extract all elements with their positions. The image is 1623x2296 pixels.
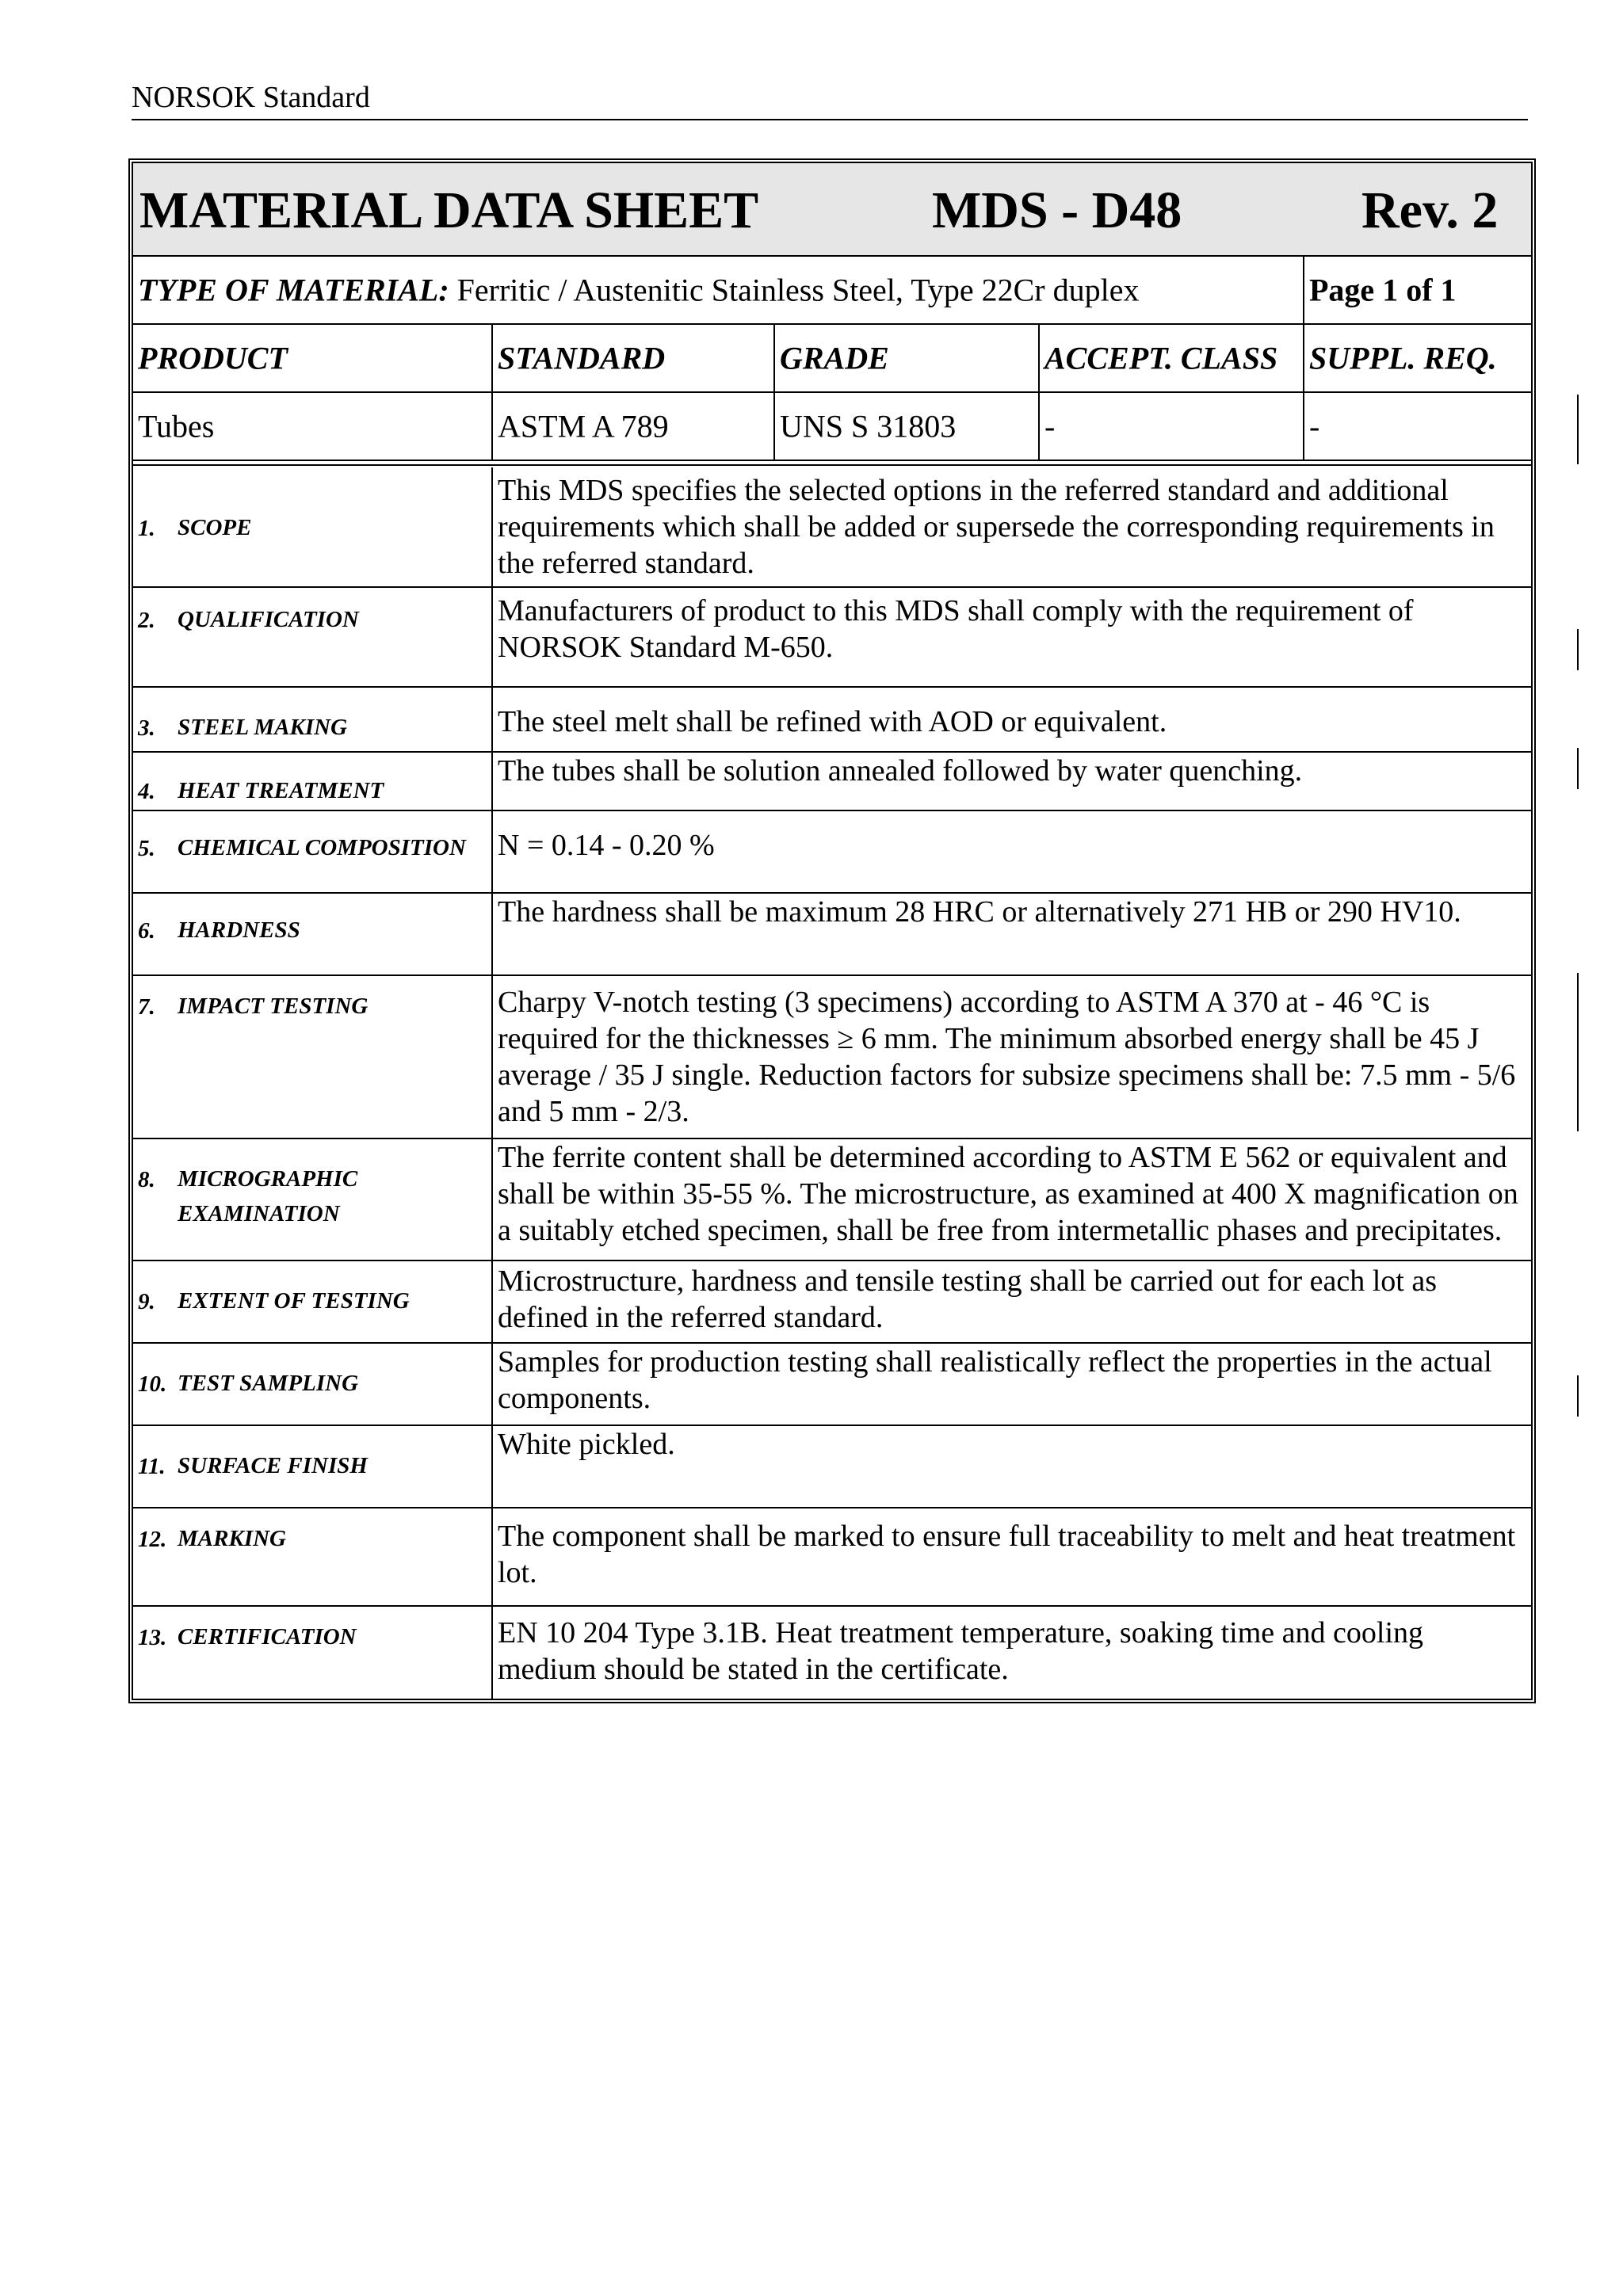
title-row: [133, 163, 1531, 257]
sheet-title: MATERIAL DATA SHEET: [139, 181, 759, 239]
accept-class-value: -: [1044, 408, 1056, 444]
req-row-marking: 12. MARKING The component shall be marked to ensure full traceability to melt and heat treatment lot.: [133, 1508, 1531, 1607]
column-header-row: [133, 325, 1531, 393]
revision-change-bar: [1577, 1375, 1579, 1417]
revision-change-bar: [1577, 395, 1579, 464]
revision-change-bar: [1577, 748, 1579, 789]
revision: Rev. 2: [1361, 181, 1499, 239]
req-row-extent-of-testing: 9. EXTENT OF TESTING Microstructure, hardness and tensile testing shall be carried out for each lot as defined in the referred standard.: [133, 1261, 1531, 1344]
page-info: Page 1 of 1: [1309, 272, 1457, 308]
type-of-material-label: TYPE OF MATERIAL:: [138, 272, 449, 308]
page-header: NORSOK Standard: [132, 76, 1528, 120]
standard-value: ASTM A 789: [498, 408, 669, 444]
col-header-accept-class: ACCEPT. CLASS: [1044, 340, 1278, 376]
req-row-test-sampling: 10. TEST SAMPLING Samples for production testing shall realistically reflect the properties in the actual components.: [133, 1344, 1531, 1426]
req-row-impact-testing: 7. IMPACT TESTING Charpy V-notch testing (3 specimens) according to ASTM A 370 at - 46 °C is required for the thicknesses ≥ 6 mm. The minimum absorbed energy shall be 45 J average / 35 J single. Reduction factors for subsize specimens shall be: 7.5 mm - 5/6 and 5 mm - 2/3.: [133, 976, 1531, 1139]
suppl-req-value: -: [1309, 408, 1320, 444]
req-row-steel-making: 3. STEEL MAKING The steel melt shall be refined with AOD or equivalent.: [133, 688, 1531, 753]
type-of-material-row: [133, 257, 1531, 325]
col-header-standard: STANDARD: [498, 340, 666, 376]
mds-id: MDS - D48: [932, 181, 1182, 239]
req-row-heat-treatment: 4. HEAT TREATMENT The tubes shall be solution annealed followed by water quenching.: [133, 753, 1531, 811]
col-header-product: PRODUCT: [138, 340, 288, 376]
req-row-micrographic-examination: 8. MICROGRAPHIC EXAMINATION The ferrite content shall be determined according to ASTM E 562 or equivalent and shall be within 35-55 %. The microstructure, as examined at 400 X magnification on a suitably etched specimen, shall be free from intermetallic phases and precipitates.: [133, 1139, 1531, 1261]
material-data-sheet: [128, 158, 1536, 1703]
req-row-chemical-composition: 5. CHEMICAL COMPOSITION N = 0.14 - 0.20 %: [133, 811, 1531, 894]
req-row-surface-finish: 11. SURFACE FINISH White pickled.: [133, 1426, 1531, 1508]
col-header-grade: GRADE: [780, 340, 889, 376]
separator: [133, 461, 1531, 466]
revision-change-bar: [1577, 629, 1579, 670]
product-value: Tubes: [138, 408, 215, 444]
req-row-scope: 1. SCOPE This MDS specifies the selected options in the referred standard and additional requirements which shall be added or supersede the corresponding requirements in the referred standard.: [133, 467, 1531, 588]
req-row-certification: 13. CERTIFICATION EN 10 204 Type 3.1B. Heat treatment temperature, soaking time and cooling medium should be stated in the certificate.: [133, 1607, 1531, 1699]
revision-change-bar: [1577, 973, 1579, 1131]
req-row-hardness: 6. HARDNESS The hardness shall be maximum 28 HRC or alternatively 271 HB or 290 HV10.: [133, 894, 1531, 976]
type-of-material-value: Ferritic / Austenitic Stainless Steel, Type 22Cr duplex: [449, 272, 1140, 308]
col-header-suppl-req: SUPPL. REQ.: [1309, 340, 1497, 376]
grade-value: UNS S 31803: [780, 408, 957, 444]
product-row: [133, 393, 1531, 461]
req-row-qualification: 2. QUALIFICATION Manufacturers of product to this MDS shall comply with the requirement of NORSOK Standard M-650.: [133, 588, 1531, 688]
